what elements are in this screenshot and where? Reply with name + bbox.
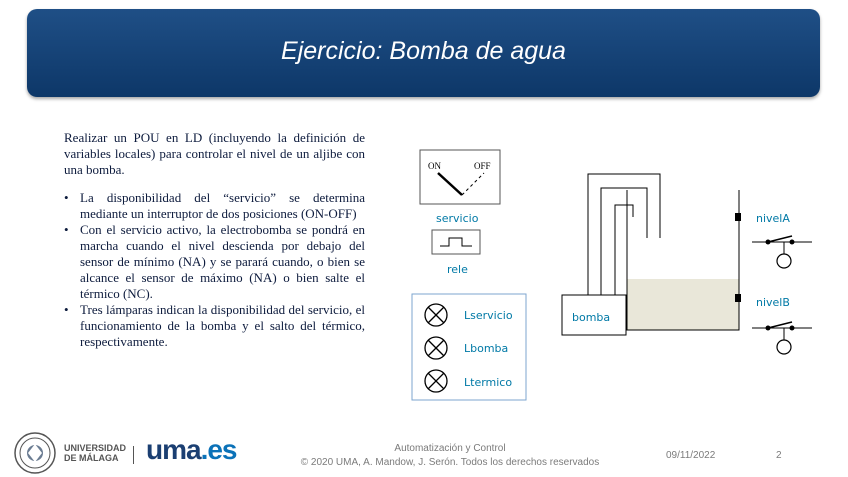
switch-label: servicio [436,212,479,225]
uma-logo-main: uma [146,434,201,465]
pump-label: bomba [572,311,611,324]
footer-course: Automatización y Control [394,443,506,454]
university-line-2: DE MÁLAGA [64,453,119,463]
bullet-item: • Con el servicio activo, la electrobomba se pondrá en marcha cuando el nivel descienda por debajo del sensor de mínimo (NA) y se parará cuando, o bien se alcance el sensor de máximo (NA) o bien salte el térmico (NC). [64,222,365,302]
page-number: 2 [776,450,782,461]
sensor-b-label: nivelB [756,296,790,309]
lamp-label-termico: Ltermico [464,376,513,389]
footer-date: 09/11/2022 [666,450,716,461]
uma-logo-suffix: .es [200,434,237,465]
lamps-panel [412,294,526,400]
lamp-label-bomba: Lbomba [464,342,509,355]
university-line-1: UNIVERSIDAD [64,443,127,453]
logo-separator [133,446,134,464]
university-seal-icon [15,433,55,473]
university-name [64,443,126,463]
uma-logo [146,434,237,466]
water-tank [627,190,741,330]
switch-contact-icon [752,322,812,354]
switch-symbol [420,150,500,204]
lamp-icon [425,304,447,326]
intro-paragraph: Realizar un POU en LD (incluyendo la definición de variables locales) para controlar el nivel de un aljibe con una bomba. [64,130,365,177]
bullet-item: • Tres lámparas indican la disponibilidad del servicio, el funcionamiento de la bomba y el salto del térmico, respectivamente. [64,302,365,350]
slide-title: Ejercicio: Bomba de agua [281,37,566,65]
pipe [588,174,660,295]
switch-off-label: OFF [474,161,491,171]
switch-on-label: ON [428,161,441,171]
lamp-icon [425,337,447,359]
sensor-a-label: nivelA [756,212,790,225]
lamp-icon [425,370,447,392]
relay-label: rele [447,263,468,276]
switch-contact-icon [752,236,812,268]
relay-symbol [432,230,480,254]
bullet-item: • La disponibilidad del “servicio” se determina mediante un interruptor de dos posiciones (ON-OFF) [64,190,365,222]
footer-copyright: © 2020 UMA, A. Mandow, J. Serón. Todos los derechos reservados [300,457,600,468]
lamp-label-servicio: Lservicio [464,309,513,322]
